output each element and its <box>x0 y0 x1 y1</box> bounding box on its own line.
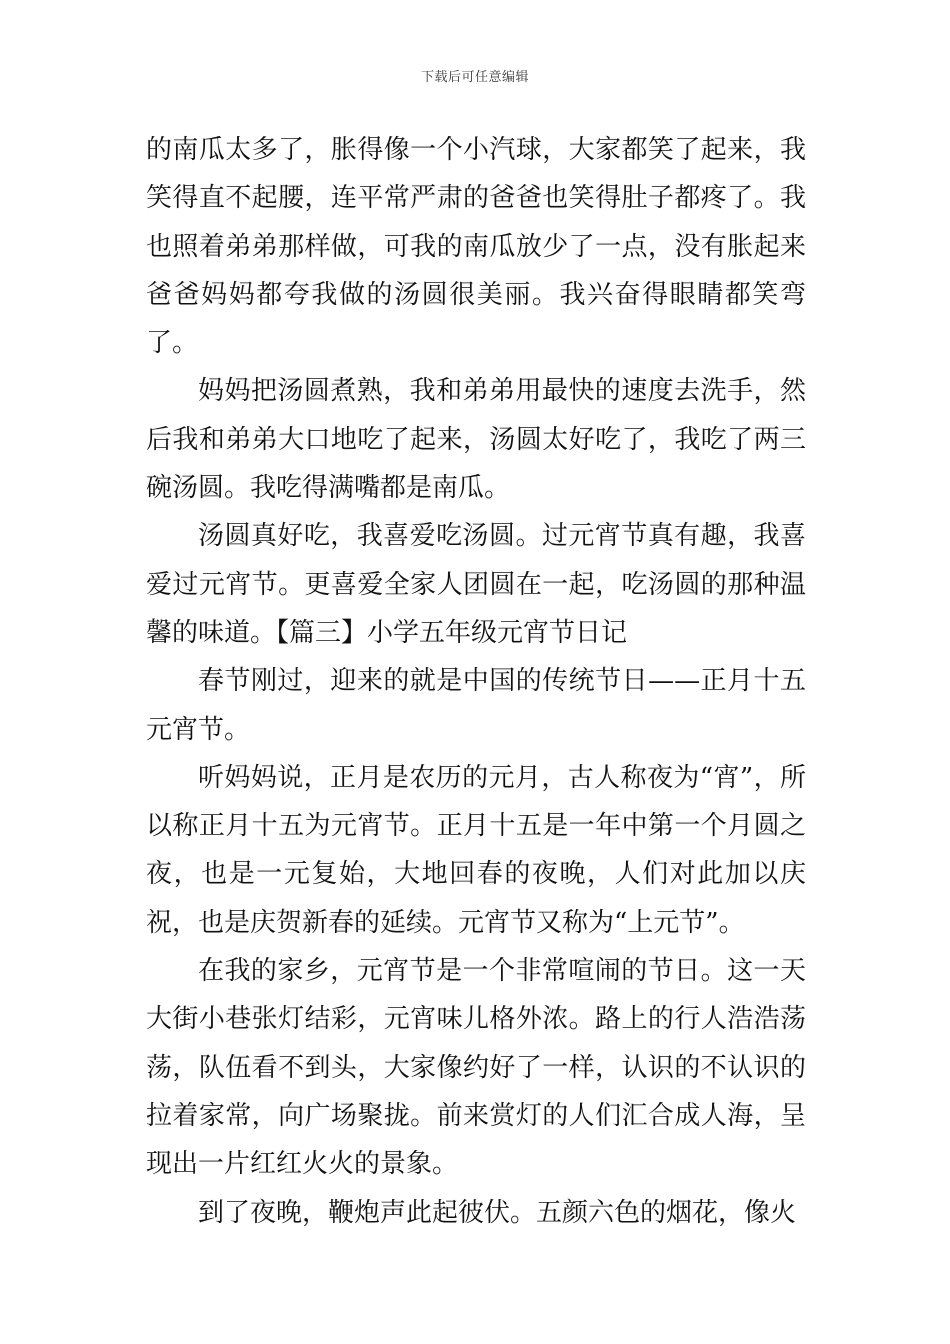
paragraph: 到了夜晚，鞭炮声此起彼伏。五颜六色的烟花，像火 <box>198 1197 797 1228</box>
paragraph-continued: 的南瓜太多了，胀得像一个小汽球，大家都笑了起来，我笑得直不起腰，连平常严肃的爸爸也笑得肚子都疼了。我也照着弟弟那样做，可我的南瓜放少了一点，没有胀起来爸爸妈妈都夸我做的汤圆很美丽。我兴奋得眼睛都笑弯了。 <box>146 135 806 359</box>
page-header: 下载后可任意编辑 <box>420 70 529 85</box>
paragraph: 在我的家乡，元宵节是一个非常喧闹的节日。这一天大街小巷张灯结彩，元宵味儿格外浓。路上的行人浩浩荡荡，队伍看不到头，大家像约好了一样，认识的不认识的拉着家常，向广场聚拢。前来赏灯的人们汇合成人海，呈现出一片红红火火的景象。 <box>146 956 806 1180</box>
paragraph: 春节刚过，迎来的就是中国的传统节日——正月十五元宵节。 <box>146 666 806 745</box>
document-body <box>146 126 806 1237</box>
paragraph: 汤圆真好吃，我喜爱吃汤圆。过元宵节真有趣，我喜爱过元宵节。更喜爱全家人团圆在一起，吃汤圆的那种温馨的味道。【篇三】小学五年级元宵节日记 <box>146 521 806 648</box>
paragraph: 听妈妈说，正月是农历的元月，古人称夜为“宵”，所以称正月十五为元宵节。正月十五是一年中第一个月圆之夜，也是一元复始，大地回春的夜晚，人们对此加以庆祝，也是庆贺新春的延续。元宵节又称为“上元节”。 <box>146 762 806 938</box>
paragraph: 妈妈把汤圆煮熟，我和弟弟用最快的速度去洗手，然后我和弟弟大口地吃了起来，汤圆太好吃了，我吃了两三碗汤圆。我吃得满嘴都是南瓜。 <box>146 376 806 504</box>
